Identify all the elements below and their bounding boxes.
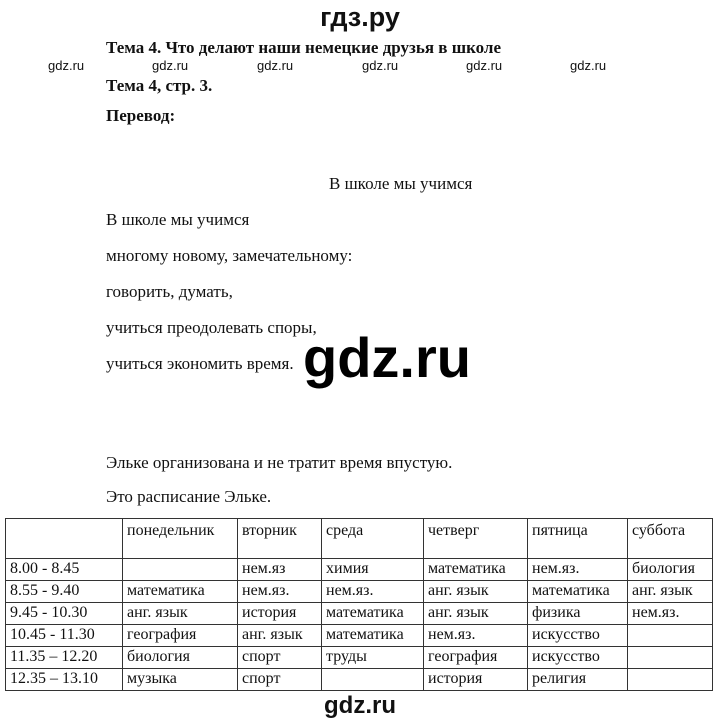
time-cell: 9.45 - 10.30 (6, 603, 123, 625)
watermark: gdz.ru (48, 58, 85, 73)
header-cell: суббота (628, 519, 713, 559)
table-cell: религия (528, 669, 628, 691)
table-cell: анг. язык (628, 581, 713, 603)
table-cell: труды (322, 647, 424, 669)
schedule-table (5, 518, 713, 691)
table-cell: спорт (238, 647, 322, 669)
poem-line: учиться преодолевать споры, (106, 318, 317, 337)
poem-line: учиться экономить время. (106, 354, 294, 373)
translation-label: Перевод: (106, 106, 176, 125)
table-cell: биология (123, 647, 238, 669)
table-cell: спорт (238, 669, 322, 691)
watermark-row (0, 58, 720, 74)
header-cell: вторник (238, 519, 322, 559)
table-cell: нем.яз. (322, 581, 424, 603)
time-cell: 12.35 – 13.10 (6, 669, 123, 691)
header-cell: среда (322, 519, 424, 559)
page-reference: Тема 4, стр. 3. (106, 76, 213, 95)
header-cell: понедельник (123, 519, 238, 559)
poem-line: говорить, думать, (106, 282, 233, 301)
table-cell: анг. язык (238, 625, 322, 647)
table-cell: математика (123, 581, 238, 603)
watermark: gdz.ru (362, 58, 399, 73)
table-row (6, 559, 713, 581)
paragraph: Это расписание Эльке. (106, 487, 272, 506)
poem-line: многому новому, замечательному: (106, 246, 353, 265)
table-cell: биология (628, 559, 713, 581)
table-cell: география (424, 647, 528, 669)
table-row (6, 625, 713, 647)
table-cell (628, 647, 713, 669)
table-cell: химия (322, 559, 424, 581)
table-cell (322, 669, 424, 691)
table-cell: искусство (528, 625, 628, 647)
time-cell: 11.35 – 12.20 (6, 647, 123, 669)
table-cell: география (123, 625, 238, 647)
site-title: гдз.ру (320, 2, 400, 32)
watermark: gdz.ru (257, 58, 294, 73)
table-cell: физика (528, 603, 628, 625)
header-cell (6, 519, 123, 559)
table-cell: музыка (123, 669, 238, 691)
header-cell: четверг (424, 519, 528, 559)
poem-line: В школе мы учимся (106, 210, 250, 229)
header-cell: пятница (528, 519, 628, 559)
table-cell: анг. язык (424, 603, 528, 625)
time-cell: 10.45 - 11.30 (6, 625, 123, 647)
topic-heading: Тема 4. Что делают наши немецкие друзья в школе (106, 38, 502, 57)
table-row (6, 647, 713, 669)
table-cell: нем.яз (238, 559, 322, 581)
table-cell: нем.яз. (424, 625, 528, 647)
table-cell: анг. язык (424, 581, 528, 603)
table-cell (628, 625, 713, 647)
table-row (6, 669, 713, 691)
table-cell: математика (528, 581, 628, 603)
center-watermark: gdz.ru (303, 326, 471, 389)
table-cell: нем.яз. (628, 603, 713, 625)
table-cell (123, 559, 238, 581)
footer-watermark: gdz.ru (324, 692, 396, 719)
time-cell: 8.00 - 8.45 (6, 559, 123, 581)
poem-title: В школе мы учимся (329, 174, 473, 193)
table-row (6, 581, 713, 603)
table-cell: искусство (528, 647, 628, 669)
table-cell (628, 669, 713, 691)
watermark: gdz.ru (152, 58, 189, 73)
table-row (6, 603, 713, 625)
table-cell: математика (322, 603, 424, 625)
table-cell: анг. язык (123, 603, 238, 625)
table-cell: история (238, 603, 322, 625)
time-cell: 8.55 - 9.40 (6, 581, 123, 603)
watermark: gdz.ru (466, 58, 503, 73)
watermark: gdz.ru (570, 58, 607, 73)
table-header-row (6, 519, 713, 559)
table-cell: математика (424, 559, 528, 581)
table-cell: нем.яз. (528, 559, 628, 581)
table-cell: нем.яз. (238, 581, 322, 603)
table-cell: история (424, 669, 528, 691)
paragraph: Эльке организована и не тратит время впустую. (106, 453, 453, 472)
table-cell: математика (322, 625, 424, 647)
